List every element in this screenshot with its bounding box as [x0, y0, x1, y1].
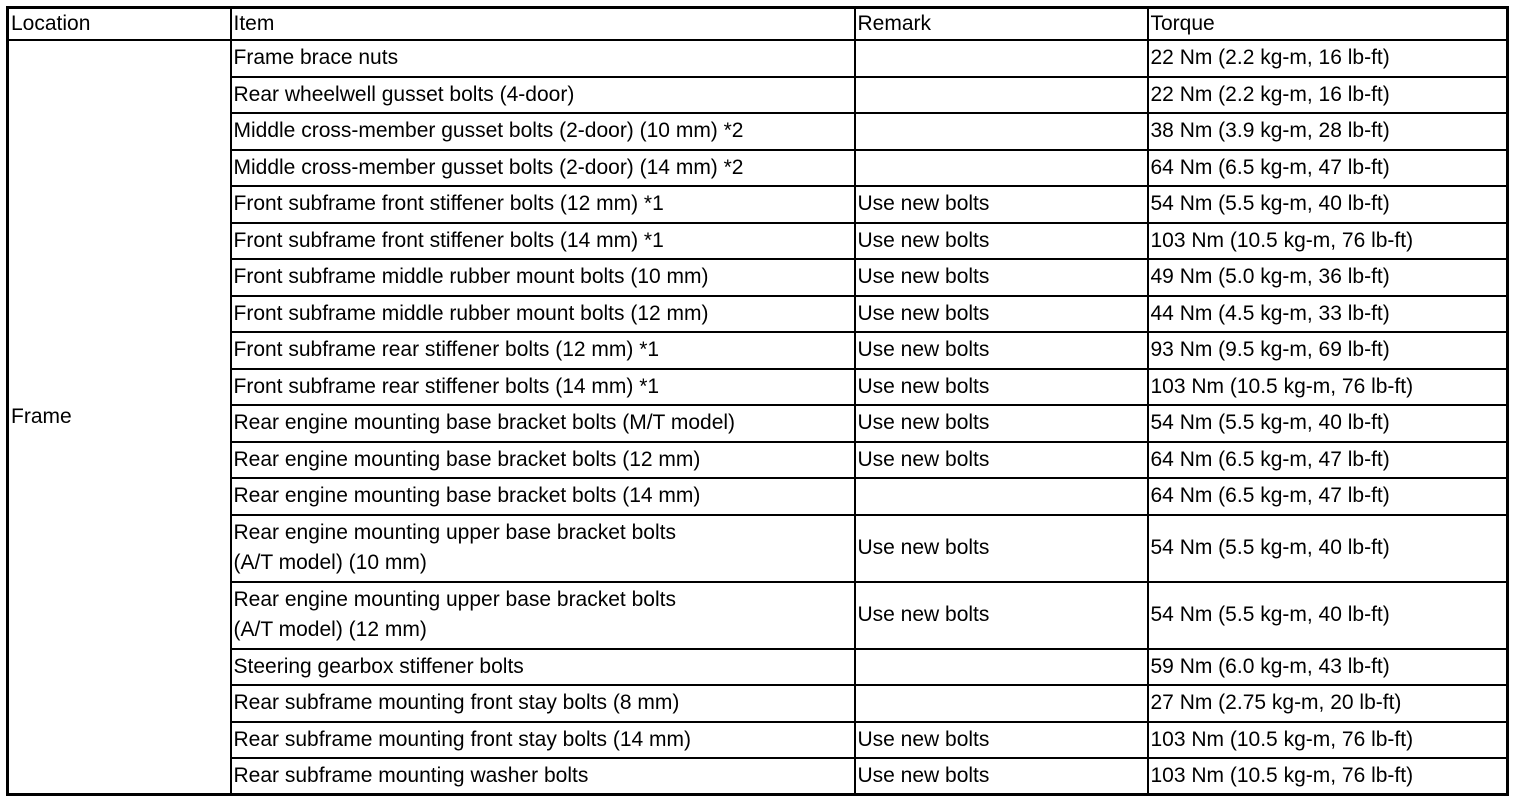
item-cell: Front subframe rear stiffener bolts (12 mm) *1	[231, 332, 855, 369]
table-row	[8, 296, 1508, 333]
torque-cell: 38 Nm (3.9 kg-m, 28 lb-ft)	[1148, 113, 1508, 150]
remark-cell	[855, 77, 1148, 114]
torque-cell: 54 Nm (5.5 kg-m, 40 lb-ft)	[1148, 405, 1508, 442]
table-row	[8, 223, 1508, 260]
item-cell: Front subframe middle rubber mount bolts (10 mm)	[231, 259, 855, 296]
item-cell: Rear engine mounting base bracket bolts (14 mm)	[231, 478, 855, 515]
remark-cell: Use new bolts	[855, 186, 1148, 223]
torque-cell: 103 Nm (10.5 kg-m, 76 lb-ft)	[1148, 758, 1508, 795]
remark-cell	[855, 113, 1148, 150]
remark-cell: Use new bolts	[855, 758, 1148, 795]
header-location: Location	[8, 8, 231, 41]
table-row	[8, 442, 1508, 479]
torque-cell: 64 Nm (6.5 kg-m, 47 lb-ft)	[1148, 442, 1508, 479]
table-row	[8, 332, 1508, 369]
table-row	[8, 685, 1508, 722]
table-row	[8, 113, 1508, 150]
remark-cell: Use new bolts	[855, 515, 1148, 582]
item-cell: Rear subframe mounting washer bolts	[231, 758, 855, 795]
header-row	[8, 8, 1508, 41]
item-cell: Steering gearbox stiffener bolts	[231, 649, 855, 686]
table-row	[8, 405, 1508, 442]
remark-cell	[855, 150, 1148, 187]
location-cell: Frame	[8, 40, 231, 795]
table-row	[8, 150, 1508, 187]
table-row	[8, 515, 1508, 582]
torque-cell: 44 Nm (4.5 kg-m, 33 lb-ft)	[1148, 296, 1508, 333]
remark-cell: Use new bolts	[855, 405, 1148, 442]
item-cell: Rear engine mounting base bracket bolts (M/T model)	[231, 405, 855, 442]
table-row	[8, 649, 1508, 686]
item-cell: Rear engine mounting base bracket bolts (12 mm)	[231, 442, 855, 479]
item-line-1: Rear engine mounting upper base bracket bolts	[233, 521, 676, 544]
remark-cell	[855, 649, 1148, 686]
torque-cell: 22 Nm (2.2 kg-m, 16 lb-ft)	[1148, 40, 1508, 77]
item-cell	[231, 582, 855, 649]
torque-cell: 54 Nm (5.5 kg-m, 40 lb-ft)	[1148, 515, 1508, 582]
item-cell: Rear wheelwell gusset bolts (4-door)	[231, 77, 855, 114]
table-row	[8, 40, 1508, 77]
table-row	[8, 478, 1508, 515]
torque-cell: 103 Nm (10.5 kg-m, 76 lb-ft)	[1148, 369, 1508, 406]
torque-cell: 59 Nm (6.0 kg-m, 43 lb-ft)	[1148, 649, 1508, 686]
table-row	[8, 369, 1508, 406]
table-row	[8, 758, 1508, 795]
item-cell: Rear subframe mounting front stay bolts (8 mm)	[231, 685, 855, 722]
item-cell: Front subframe rear stiffener bolts (14 mm) *1	[231, 369, 855, 406]
header-torque: Torque	[1148, 8, 1508, 41]
torque-cell: 64 Nm (6.5 kg-m, 47 lb-ft)	[1148, 150, 1508, 187]
table-row	[8, 259, 1508, 296]
torque-cell: 103 Nm (10.5 kg-m, 76 lb-ft)	[1148, 722, 1508, 759]
remark-cell: Use new bolts	[855, 722, 1148, 759]
header-remark: Remark	[855, 8, 1148, 41]
torque-cell: 27 Nm (2.75 kg-m, 20 lb-ft)	[1148, 685, 1508, 722]
remark-cell: Use new bolts	[855, 582, 1148, 649]
item-cell: Middle cross-member gusset bolts (2-door) (14 mm) *2	[231, 150, 855, 187]
item-cell: Front subframe middle rubber mount bolts (12 mm)	[231, 296, 855, 333]
torque-spec-table	[6, 6, 1509, 796]
item-line-2: (A/T model) (10 mm)	[233, 551, 427, 574]
remark-cell: Use new bolts	[855, 332, 1148, 369]
table-row	[8, 186, 1508, 223]
item-cell: Rear subframe mounting front stay bolts (14 mm)	[231, 722, 855, 759]
remark-cell: Use new bolts	[855, 259, 1148, 296]
torque-cell: 54 Nm (5.5 kg-m, 40 lb-ft)	[1148, 582, 1508, 649]
item-cell	[231, 515, 855, 582]
torque-cell: 93 Nm (9.5 kg-m, 69 lb-ft)	[1148, 332, 1508, 369]
remark-cell: Use new bolts	[855, 442, 1148, 479]
header-item: Item	[231, 8, 855, 41]
item-line-2: (A/T model) (12 mm)	[233, 618, 427, 641]
torque-cell: 54 Nm (5.5 kg-m, 40 lb-ft)	[1148, 186, 1508, 223]
remark-cell	[855, 478, 1148, 515]
table-row	[8, 722, 1508, 759]
item-line-1: Rear engine mounting upper base bracket bolts	[233, 588, 676, 611]
torque-cell: 49 Nm (5.0 kg-m, 36 lb-ft)	[1148, 259, 1508, 296]
remark-cell: Use new bolts	[855, 223, 1148, 260]
torque-cell: 22 Nm (2.2 kg-m, 16 lb-ft)	[1148, 77, 1508, 114]
table-row	[8, 582, 1508, 649]
torque-cell: 64 Nm (6.5 kg-m, 47 lb-ft)	[1148, 478, 1508, 515]
torque-cell: 103 Nm (10.5 kg-m, 76 lb-ft)	[1148, 223, 1508, 260]
remark-cell: Use new bolts	[855, 369, 1148, 406]
remark-cell	[855, 685, 1148, 722]
item-cell: Frame brace nuts	[231, 40, 855, 77]
remark-cell: Use new bolts	[855, 296, 1148, 333]
item-cell: Front subframe front stiffener bolts (12 mm) *1	[231, 186, 855, 223]
item-cell: Front subframe front stiffener bolts (14 mm) *1	[231, 223, 855, 260]
remark-cell	[855, 40, 1148, 77]
item-cell: Middle cross-member gusset bolts (2-door) (10 mm) *2	[231, 113, 855, 150]
table-row	[8, 77, 1508, 114]
